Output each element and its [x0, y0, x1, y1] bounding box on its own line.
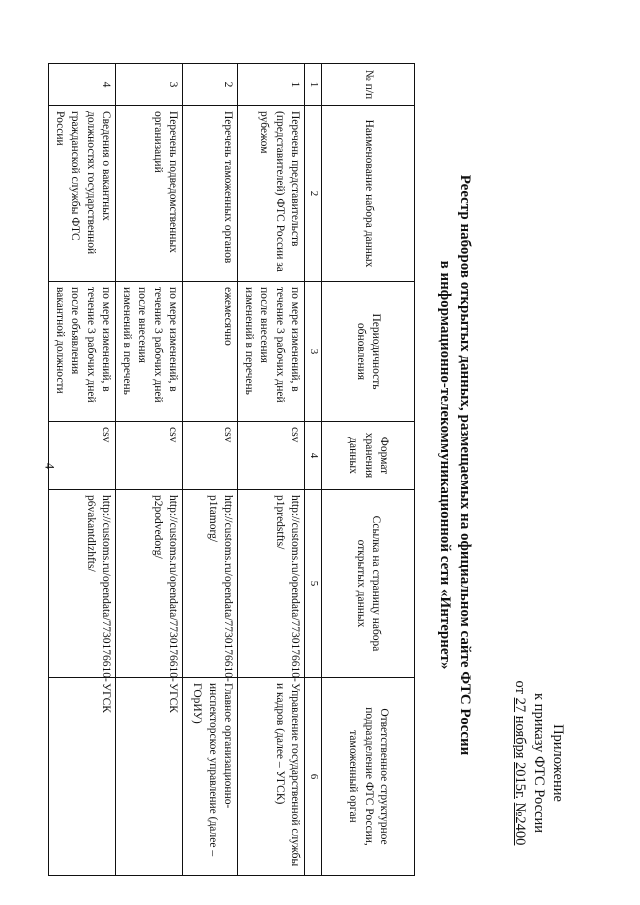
order-day: 27: [512, 697, 528, 713]
col-number-5: 5: [305, 490, 322, 678]
row-period: по мере изменений, в течение 3 рабочих дней после внесения изменений в перечень: [116, 282, 183, 422]
table-row: [238, 64, 305, 876]
col-number-1: 1: [305, 64, 322, 106]
row-num: 4: [49, 64, 116, 106]
appendix-header: [510, 663, 567, 863]
row-link[interactable]: http://customs.ru/opendata/7730176610-p2podvedorg/: [116, 490, 183, 678]
row-period: по мере изменений, в течение 3 рабочих дней после объявления вакантной должности: [49, 282, 116, 422]
order-date-prefix: от: [512, 680, 528, 694]
header-name: Наименование набора данных: [322, 106, 415, 282]
row-num: 3: [116, 64, 183, 106]
row-num: 2: [183, 64, 238, 106]
row-responsible: УГСК: [49, 678, 116, 876]
order-month: ноября: [512, 715, 528, 759]
appendix-order-date: [510, 663, 529, 863]
table-row: [116, 64, 183, 876]
row-period: ежемесячно: [183, 282, 238, 422]
col-number-4: 4: [305, 422, 322, 490]
title-line2: в информационно-телекоммуникационной сети «Интернет»: [437, 260, 453, 670]
table-header-row: [322, 64, 415, 876]
header-link: Ссылка на страницу набора открытых данных: [322, 490, 415, 678]
row-responsible: Управление государственной службы и кадров (далее – УГСК): [238, 678, 305, 876]
row-name: Перечень подведомственных организаций: [116, 106, 183, 282]
row-name: Перечень таможенных органов: [183, 106, 238, 282]
appendix-line2: к приказу ФТС России: [531, 693, 547, 833]
table-row: [183, 64, 238, 876]
row-responsible: Главное организационно-инспекторское управление (далее – ГОрИУ): [183, 678, 238, 876]
row-link[interactable]: http://customs.ru/opendata/7730176610-p6vakantdlzhfts/: [49, 490, 116, 678]
col-number-2: 2: [305, 106, 322, 282]
rotated-document: [0, 55, 575, 875]
datasets-registry-table: [49, 63, 416, 876]
title-line1: Реестр наборов открытых данных, размещаемых на официальном сайте ФТС России: [457, 174, 473, 756]
row-name: Сведения о вакантных должностях государственной гражданской службы ФТС России: [49, 106, 116, 282]
column-numbers-row: [305, 64, 322, 876]
table-row: [49, 64, 116, 876]
row-format: csv: [238, 422, 305, 490]
row-num: 1: [238, 64, 305, 106]
col-number-3: 3: [305, 282, 322, 422]
row-name: Перечень представительств (представителей) ФТС России за рубежом: [238, 106, 305, 282]
row-format: csv: [49, 422, 116, 490]
order-year: 2015г.: [512, 762, 528, 799]
header-num: № п/п: [322, 64, 415, 106]
row-format: csv: [116, 422, 183, 490]
row-format: csv: [183, 422, 238, 490]
row-link[interactable]: http://customs.ru/opendata/7730176610-p1predstfts/: [238, 490, 305, 678]
order-number: №2400: [512, 802, 528, 846]
col-number-6: 6: [305, 678, 322, 876]
row-responsible: УГСК: [116, 678, 183, 876]
row-period: по мере изменений, в течение 3 рабочих дней после внесения изменений в перечень: [238, 282, 305, 422]
header-responsible: Ответственное структурное подразделение ФТС России, таможенный орган: [322, 678, 415, 876]
header-format: Формат хранения данных: [322, 422, 415, 490]
document-title: [435, 55, 475, 875]
header-period: Периодичность обновления: [322, 282, 415, 422]
appendix-line1: Приложение: [550, 724, 566, 802]
page-number: 4: [42, 462, 58, 470]
row-link[interactable]: http://customs.ru/opendata/7730176610-p1tamorg/: [183, 490, 238, 678]
